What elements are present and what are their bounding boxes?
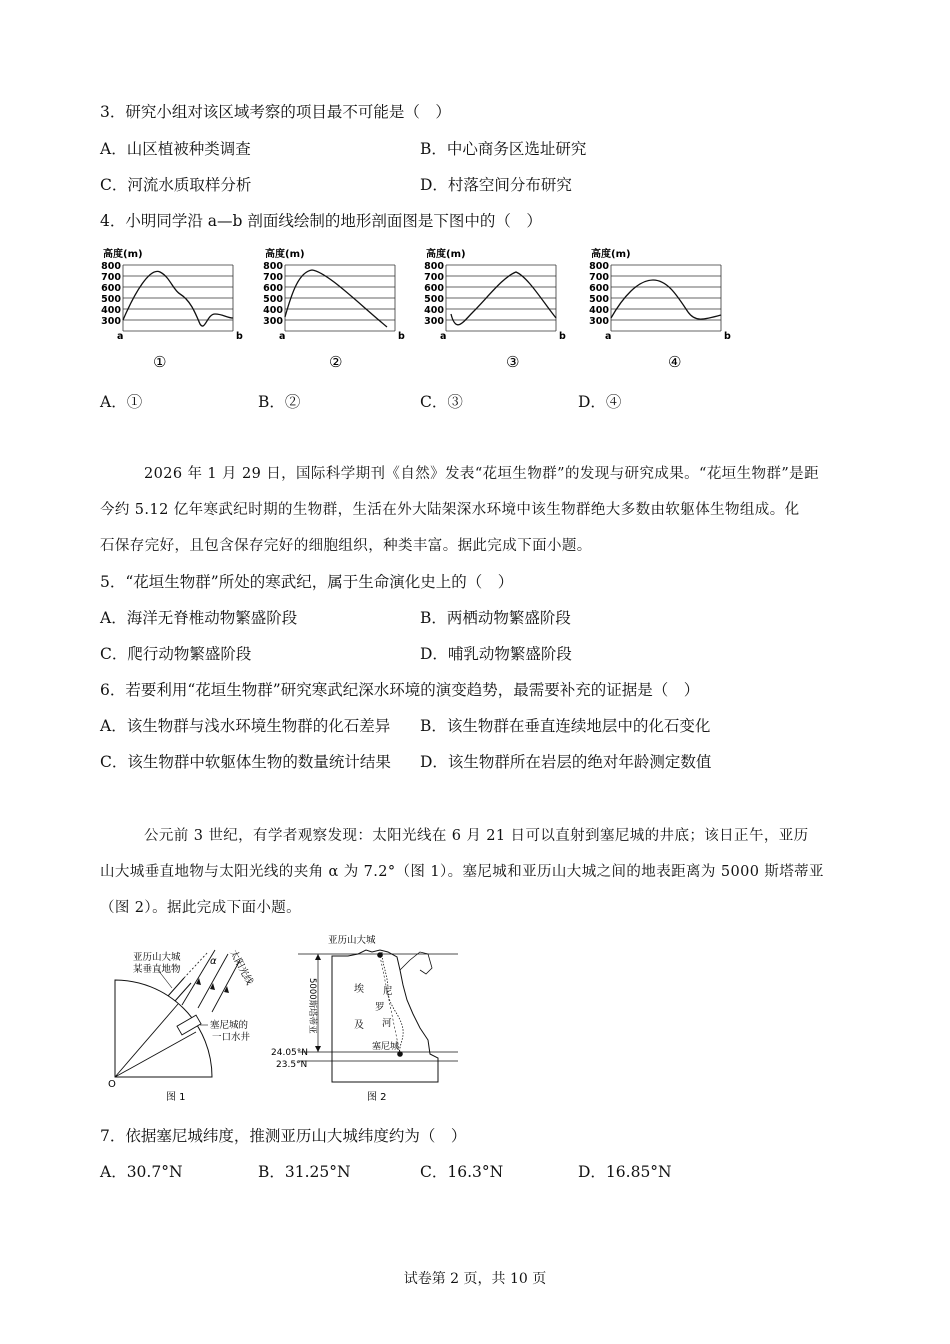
chart-2-label-b: b	[398, 331, 405, 342]
figure-2-lat-24-05: 24.05°N	[271, 1048, 308, 1058]
chart-4-tick-300: 300	[589, 316, 609, 327]
chart-3-label-a: a	[440, 331, 447, 342]
figure-1-label-alexandria: 亚历山大城	[133, 952, 181, 963]
question-3-option-b: B．中心商务区选址研究	[420, 140, 587, 158]
passage-2-line-1: 2026 年 1 月 29 日，国际科学期刊《自然》发表“花垣生物群”的发现与研究成果。“花垣生物群”是距	[144, 466, 819, 482]
chart-4-label-b: b	[724, 331, 731, 342]
chart-1-tick-300: 300	[101, 316, 121, 327]
chart-4-tick-600: 600	[589, 283, 609, 294]
question-6-option-b: B．该生物群在垂直连续地层中的化石变化	[420, 717, 711, 735]
figure-2-label-nile-3: 河	[382, 1018, 392, 1029]
chart-4-label-a: a	[605, 331, 612, 342]
chart-2-label-a: a	[279, 331, 286, 342]
question-4-stem: 4．小明同学沿 a—b 剖面线绘制的地形剖面图是下图中的（ ）	[100, 212, 542, 230]
figure-1-sunlight-label: 太阳光线	[227, 948, 255, 987]
chart-4-profile-line	[611, 280, 721, 319]
figure-2-label-egypt-2: 及	[354, 1020, 364, 1031]
chart-4-tick-400: 400	[589, 305, 609, 316]
figure-1-label-vertical-object: 某垂直地物	[133, 964, 181, 975]
page-footer: 试卷第 2 页，共 10 页	[403, 1271, 547, 1287]
chart-1-tick-500: 500	[101, 294, 121, 305]
chart-2-tick-500: 500	[263, 294, 283, 305]
chart-3-tick-700: 700	[424, 272, 444, 283]
chart-2-tick-600: 600	[263, 283, 283, 294]
chart-3-tick-800: 800	[424, 261, 444, 272]
question-7-option-c: C．16.3°N	[420, 1163, 504, 1181]
chart-3-number: ③	[506, 353, 520, 371]
chart-1-number: ①	[153, 353, 167, 371]
chart-3-tick-300: 300	[424, 316, 444, 327]
chart-2-tick-800: 800	[263, 261, 283, 272]
chart-1-tick-600: 600	[101, 283, 121, 294]
chart-2-profile-line	[285, 270, 387, 327]
chart-2-ylabel: 高度(m)	[265, 249, 305, 260]
question-6-option-d: D．该生物群所在岩层的绝对年龄测定数值	[420, 753, 712, 771]
figure-2-lat-23-5: 23.5°N	[276, 1060, 308, 1070]
question-3-option-c: C．河流水质取样分析	[100, 176, 252, 194]
chart-2-tick-300: 300	[263, 316, 283, 327]
chart-3-profile-line	[451, 272, 556, 325]
chart-1-label-b: b	[236, 331, 243, 342]
chart-1-label-a: a	[117, 331, 124, 342]
chart-3-ylabel: 高度(m)	[426, 249, 466, 260]
figure-1-alpha: α	[210, 956, 217, 967]
chart-4-ylabel: 高度(m)	[591, 249, 631, 260]
profile-chart-2	[263, 247, 405, 371]
chart-4-tick-700: 700	[589, 272, 609, 283]
question-6-option-c: C．该生物群中软躯体生物的数量统计结果	[100, 753, 391, 771]
figure-2-distance-label: 5000斯塔蒂亚	[307, 978, 317, 1034]
figure-2-label-nile-1: 尼	[383, 986, 393, 997]
chart-1-profile-line	[123, 271, 233, 326]
question-5-option-c: C．爬行动物繁盛阶段	[100, 645, 252, 663]
question-7-option-a: A．30.7°N	[100, 1163, 183, 1181]
terrain-profile-charts	[95, 242, 755, 374]
question-7-option-b: B．31.25°N	[258, 1163, 351, 1181]
passage-3-line-1: 公元前 3 世纪，有学者观察发现：太阳光线在 6 月 21 日可以直射到塞尼城的井底；该日正午，亚历	[144, 828, 809, 844]
figure-2-label-nile-2: 罗	[375, 1002, 385, 1013]
question-4-option-c: C．③	[420, 393, 463, 411]
question-4-option-a: A．①	[100, 393, 143, 411]
chart-4-number: ④	[668, 353, 682, 371]
chart-2-tick-700: 700	[263, 272, 283, 283]
question-5-option-b: B．两栖动物繁盛阶段	[420, 609, 571, 627]
passage-3-line-2: 山大城垂直地物与太阳光线的夹角 α 为 7.2°（图 1）。塞尼城和亚历山大城之间的地表距离为 5000 斯塔蒂亚	[100, 864, 824, 880]
question-5-stem: 5．“花垣生物群”所处的寒武纪，属于生命演化史上的（ ）	[100, 573, 514, 591]
profile-chart-3	[424, 247, 566, 371]
figure-1-origin: O	[108, 1079, 116, 1090]
question-4-option-b: B．②	[258, 393, 301, 411]
figure-1-label-well-line1: 塞尼城的	[210, 1020, 249, 1031]
chart-4-tick-500: 500	[589, 294, 609, 305]
figure-2-label-alexandria: 亚历山大城	[328, 935, 376, 946]
figure-1-label-well-line2: 一口水井	[212, 1032, 251, 1043]
figure-2-label-egypt-1: 埃	[354, 984, 364, 995]
passage-2-line-2: 今约 5.12 亿年寒武纪时期的生物群，生活在外大陆架深水环境中该生物群绝大多数由软躯体生物组成。化	[100, 502, 800, 518]
chart-4-tick-800: 800	[589, 261, 609, 272]
chart-3-tick-400: 400	[424, 305, 444, 316]
question-3-stem: 3．研究小组对该区域考察的项目最不可能是（ ）	[100, 103, 451, 121]
chart-3-tick-500: 500	[424, 294, 444, 305]
question-5-option-d: D．哺乳动物繁盛阶段	[420, 645, 572, 663]
question-7-option-d: D．16.85°N	[578, 1163, 672, 1181]
profile-chart-1	[101, 247, 243, 371]
question-3-option-d: D．村落空间分布研究	[420, 176, 572, 194]
passage-2-line-3: 石保存完好，且包含保存完好的细胞组织，种类丰富。据此完成下面小题。	[100, 538, 592, 554]
figure-2-map	[270, 930, 470, 1110]
chart-2-number: ②	[329, 353, 343, 371]
chart-3-label-b: b	[559, 331, 566, 342]
profile-chart-4	[589, 247, 731, 371]
chart-1-tick-400: 400	[101, 305, 121, 316]
question-5-option-a: A．海洋无脊椎动物繁盛阶段	[100, 609, 298, 627]
figure-2-caption: 图 2	[367, 1092, 387, 1103]
question-3-option-a: A．山区植被种类调查	[100, 140, 251, 158]
figure-1-caption: 图 1	[166, 1092, 186, 1103]
question-6-stem: 6．若要利用“花垣生物群”研究寒武纪深水环境的演变趋势，最需要补充的证据是（ ）	[100, 681, 700, 699]
chart-1-ylabel: 高度(m)	[103, 249, 143, 260]
figure-1-diagram	[100, 940, 280, 1110]
question-4-option-d: D．④	[578, 393, 622, 411]
chart-1-tick-800: 800	[101, 261, 121, 272]
chart-1-tick-700: 700	[101, 272, 121, 283]
figure-2-label-syene: 塞尼城	[372, 1042, 400, 1052]
question-6-option-a: A．该生物群与浅水环境生物群的化石差异	[100, 717, 391, 735]
passage-3-line-3: （图 2）。据此完成下面小题。	[100, 900, 302, 916]
question-7-stem: 7．依据塞尼城纬度，推测亚历山大城纬度约为（ ）	[100, 1127, 467, 1145]
chart-2-tick-400: 400	[263, 305, 283, 316]
chart-3-tick-600: 600	[424, 283, 444, 294]
